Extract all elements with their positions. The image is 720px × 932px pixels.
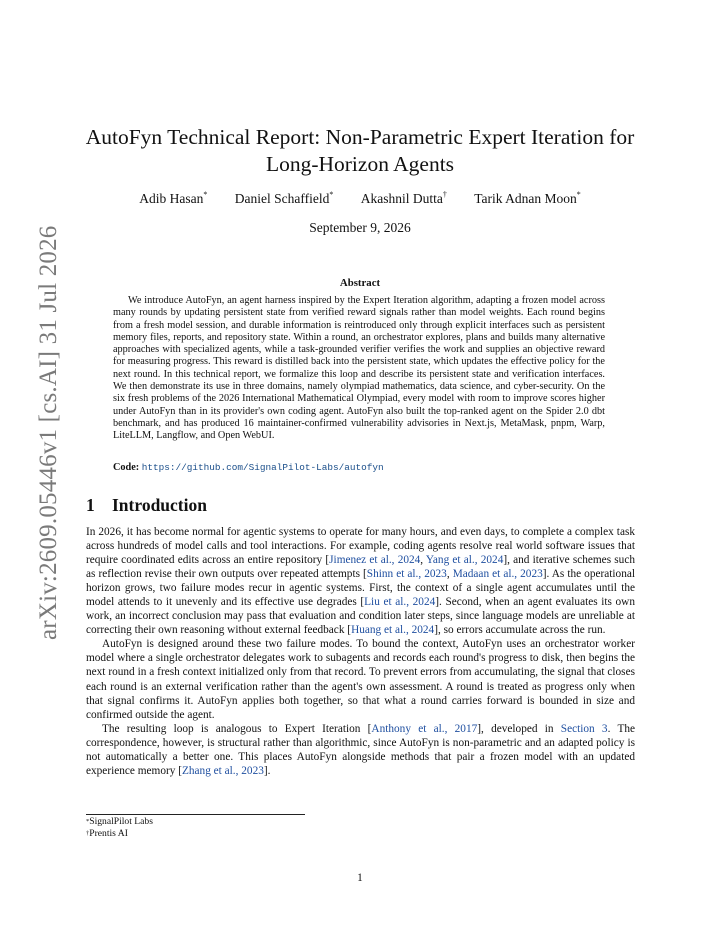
body-text: ]. As the operational horizon grows, two failure modes recur in agentic systems. First, the context of a single agent accumulates until the model attends to it unevenly and its effective use degrades [ [86,568,635,609]
code-link[interactable]: https://github.com/SignalPilot-Labs/autofyn [141,462,384,473]
code-line [113,462,605,473]
citation-link[interactable]: Yang et al., 2024 [425,554,504,567]
body-paragraph [86,722,635,778]
footnotes [86,816,153,840]
body-text: , [420,554,426,567]
code-label: Code: [113,462,140,473]
citation-link[interactable]: Jimenez et al., 2024 [329,554,421,567]
citation-link[interactable]: Shinn et al., 2023 [366,568,447,581]
body-paragraph [86,637,635,721]
paper-title: AutoFyn Technical Report: Non-Parametric Expert Iteration for Long-Horizon Agents [85,125,635,176]
citation-link[interactable]: Section 3 [560,722,608,735]
body-text: ]. Second, when an agent evaluates its own work, an incorrect conclusion may pass that evaluation and condition later steps, since language models are unreliable at correcting their own reasoning without external feedback [ [86,596,635,637]
citation-link[interactable]: Zhang et al., 2023 [181,764,264,777]
author: Akashnil Dutta† [360,190,447,206]
page-number: 1 [357,872,363,884]
abstract-heading: Abstract [339,277,381,289]
citation-link[interactable]: Liu et al., 2024 [364,596,436,609]
body-text: ], developed in [477,722,561,735]
section-heading [86,495,207,516]
body-text: ], so errors accumulate across the run. [434,624,606,637]
section-number: 1 [86,495,95,515]
citation-link[interactable]: Huang et al., 2024 [351,624,435,637]
body-text: AutoFyn is designed around these two failure modes. To bound the context, AutoFyn uses an orchestrator worker model where a single orchestrator delegates work to subagents and records each round's progress to disk, then begins the next round in a fresh context initialized only from that record. To prevent errors from accumulating, the signal that closes each round is an external verification rather than the agent's own assessment. A round is treated as progress only when that signal confirms it. AutoFyn applies both together, so that what a round carries forward is bounded in size and confirmed outside the agent. [86,638,635,721]
body-text: ], and iterative schemes such as reflection revise their own outputs over repeated attempts [ [86,554,635,581]
footnote: *SignalPilot Labs [86,816,153,827]
footnote: †Prentis AI [86,828,128,839]
paper-date: September 9, 2026 [309,220,411,235]
arxiv-identifier: arXiv:2609.05446v1 [cs.AI] 31 Jul 2026 [35,225,62,640]
citation-link[interactable]: Madaan et al., 2023 [452,568,543,581]
footnote-rule [86,814,305,815]
body-text: , [446,568,453,581]
body-text: The resulting loop is analogous to Expert Iteration [ [102,722,372,735]
author: Daniel Schaffield* [234,190,334,206]
body-text: In 2026, it has become normal for agentic systems to operate for many hours, and even days, to complete a complex task across hundreds of model calls and tool interactions. For example, coding agents resolve real world software issues that require coordinated edits across an entire repository [ [86,526,635,567]
section-title: Introduction [112,495,207,515]
body-paragraph [86,525,635,637]
body-text: ]. [263,764,271,777]
arxiv-sidebar [4,160,66,640]
citation-link[interactable]: Anthony et al., 2017 [371,722,478,735]
author-list [80,191,640,207]
author: Tarik Adnan Moon* [474,190,581,206]
abstract-text: We introduce AutoFyn, an agent harness inspired by the Expert Iteration algorithm, adapting a frozen model across many rounds by updating persistent state from verified reward signals rather than model weights. Each round begins from a fresh model session, and durable information is reintroduced only through explicit interfaces such as persistent memory files, reports, and repository state. Within a round, an orchestrator explores, plans and builds many alternative approaches with specialized agents, while a task-grounded verifier verifies the work and supplies an objective reward for measuring progress. This reward is distilled back into the persistent state, which updates the effective policy for the next round. In this technical report, we formalize this loop and describe its persistent state and verification interfaces. We then demonstrate its use in three domains, namely olympiad mathematics, data science, and cyber-security. On the six fresh problems of the 2026 International Mathematical Olympiad, every model with room to improve scores higher under AutoFyn than in its provider's own coding agent. AutoFyn also built the top-ranked agent on the Spider 2.0 dbt benchmark, and has produced 16 maintainer-confirmed vulnerability advisories in Next.js, MetaMask, pnpm, Warp, LiteLLM, Langflow, and Open WebUI. [113,295,605,442]
author: Adib Hasan* [139,190,208,206]
body-text: . The correspondence, however, is structural rather than algorithmic, since AutoFyn is non-parametric and an adapted policy is not automatically a better one. This places AutoFyn alongside methods that pair a frozen model with an updated experience memory [ [86,722,636,777]
introduction-body [86,525,635,778]
